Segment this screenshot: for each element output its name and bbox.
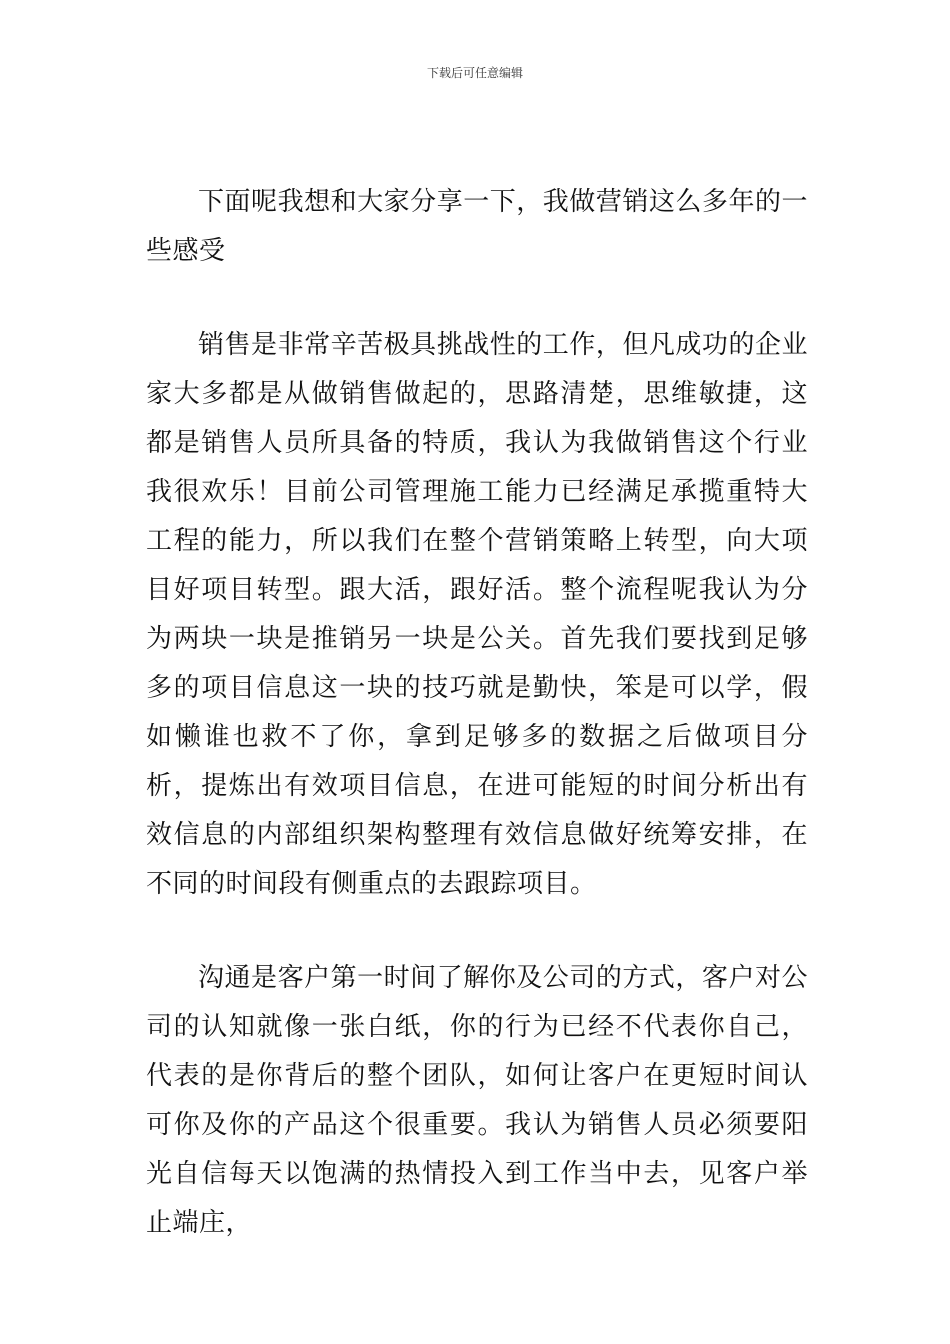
paragraph-sales: 销售是非常辛苦极具挑战性的工作，但凡成功的企业家大多都是从做销售做起的，思路清楚，思维敏捷，这都是销售人员所具备的特质，我认为我做销售这个行业我很欢乐！目前公司管理施工能力已经满足承揽重特大工程的能力，所以我们在整个营销策略上转型，向大项目好项目转型。跟大活，跟好活。整个流程呢我认为分为两块一块是推销另一块是公关。首先我们要找到足够多的项目信息这一块的技巧就是勤快，笨是可以学，假如懒谁也救不了你，拿到足够多的数据之后做项目分析，提炼出有效项目信息，在进可能短的时间分析出有效信息的内部组织架构整理有效信息做好统筹安排，在不同的时间段有侧重点的去跟踪项目。 xyxy=(146,330,808,899)
page-header-note: 下载后可任意编辑 xyxy=(426,66,523,80)
document-body xyxy=(146,178,808,1248)
paragraph-communication: 沟通是客户第一时间了解你及公司的方式，客户对公司的认知就像一张白纸，你的行为已经不代表你自己，代表的是你背后的整个团队，如何让客户在更短时间认可你及你的产品这个很重要。我认为销售人员必须要阳光自信每天以饱满的热情投入到工作当中去，见客户举止端庄， xyxy=(146,963,808,1238)
paragraph-intro: 下面呢我想和大家分享一下，我做营销这么多年的一些感受 xyxy=(146,187,808,266)
